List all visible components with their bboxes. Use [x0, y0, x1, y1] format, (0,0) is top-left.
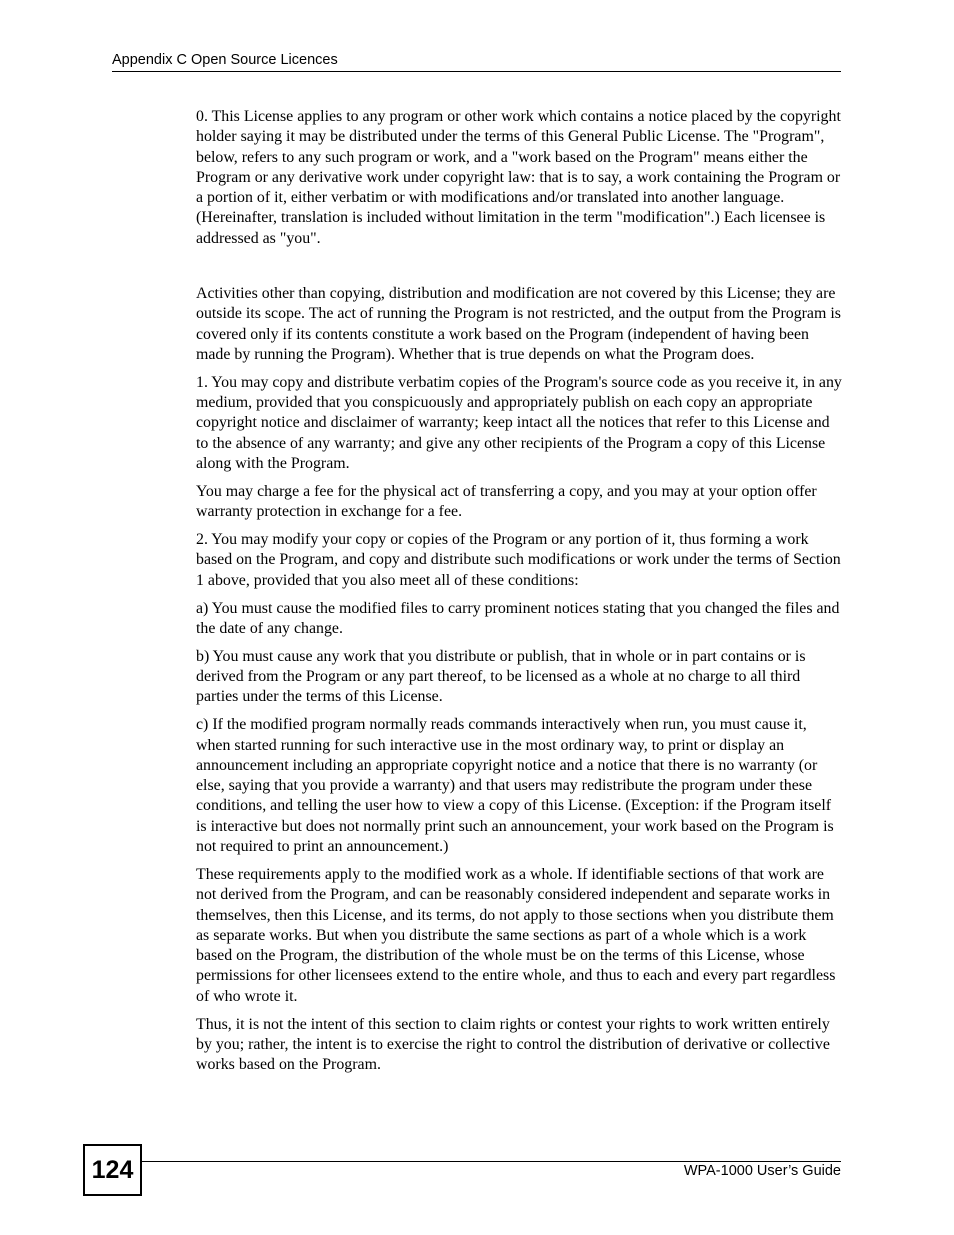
paragraph-condition-b: b) You must cause any work that you distribute or publish, that in whole or in part contains or is derived from the Program or any part thereof, to be licensed as a whole at no charge to all third parties under the terms of this License.: [196, 647, 806, 706]
guide-title: WPA-1000 User’s Guide: [683, 1163, 841, 1179]
paragraph-activities: Activities other than copying, distribution and modification are not covered by this License; they are outside its scope. The act of running the Program is not restricted, and the output from the Program is covered only if its contents constitute a work based on the Program (independent of having been made by running the Program). Whether that is true depends on what the Program does.: [196, 285, 841, 363]
page-number: 124: [83, 1144, 142, 1196]
paragraph-fee: You may charge a fee for the physical act of transferring a copy, and you may at your option offer warranty protection in exchange for a fee.: [196, 482, 817, 521]
paragraph-section-0: 0. This License applies to any program or other work which contains a notice placed by the copyright holder saying it may be distributed under the terms of this General Public License. The "Program", below, refers to any such program or work, and a "work based on the Program" means either the Program or any derivative work under copyright law: that is to say, a work containing the Program or a portion of it, either verbatim or with modifications and/or translated into another language. (Hereinafter, translation is included without limitation in the term "modification".) Each licensee is addressed as "you".: [196, 108, 841, 247]
paragraph-condition-a: a) You must cause the modified files to carry prominent notices stating that you changed the files and the date of any change.: [196, 599, 840, 637]
paragraph-section-2: 2. You may modify your copy or copies of the Program or any portion of it, thus forming a work based on the Program, and copy and distribute such modifications or work under the terms of Section 1 above, provided that you also meet all of these conditions:: [196, 531, 841, 589]
paragraph-condition-c: c) If the modified program normally reads commands interactively when run, you must cause it, when started running for such interactive use in the most ordinary way, to print or display an announcement including an appropriate copyright notice and a notice that there is no warranty (or else, saying that you provide a warranty) and that users may redistribute the program under these conditions, and telling the user how to view a copy of this License. (Exception: if the Program itself is interactive but does not normally print such an announcement, your work based on the Program is not required to print an announcement.): [196, 716, 834, 856]
paragraph-requirements: These requirements apply to the modified work as a whole. If identifiable sections of that work are not derived from the Program, and can be reasonably considered independent and separate works in themselves, then this License, and its terms, do not apply to those sections when you distribute them as separate works. But when you distribute the same sections as part of a whole which is a work based on the Program, the distribution of the whole must be on the terms of this License, whose permissions for other licensees extend to the entire whole, and thus to each and every part regardless of who wrote it.: [196, 865, 836, 1005]
header-rule: [112, 71, 841, 72]
body-text: [196, 107, 842, 1083]
paragraph-section-1: 1. You may copy and distribute verbatim copies of the Program's source code as you receive it, in any medium, provided that you conspicuously and appropriately publish on each copy an appropriate copyright notice and disclaimer of warranty; keep intact all the notices that refer to this License and to the absence of any warranty; and give any other recipients of the Program a copy of this License along with the Program.: [196, 373, 842, 473]
running-header: Appendix C Open Source Licences: [112, 52, 338, 68]
paragraph-intent: Thus, it is not the intent of this section to claim rights or contest your rights to work written entirely by you; rather, the intent is to exercise the right to control the distribution of derivative or collective works based on the Program.: [196, 1015, 830, 1074]
